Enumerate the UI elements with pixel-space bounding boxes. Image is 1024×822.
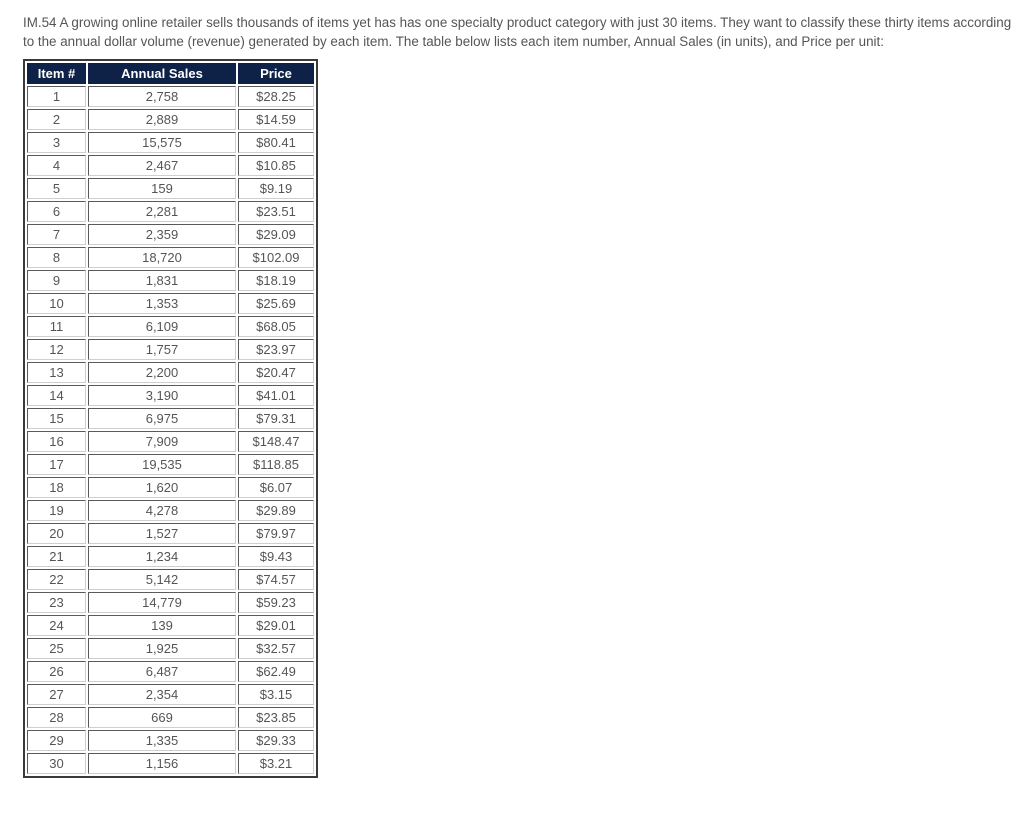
table-row (27, 86, 314, 107)
table-row (27, 408, 314, 429)
sales-price-table (23, 59, 318, 778)
cell-item-number: 9 (27, 270, 86, 291)
table-row (27, 523, 314, 544)
cell-annual-sales: 14,779 (88, 592, 236, 613)
cell-item-number: 8 (27, 247, 86, 268)
cell-annual-sales: 6,487 (88, 661, 236, 682)
cell-item-number: 28 (27, 707, 86, 728)
cell-price: $32.57 (238, 638, 314, 659)
cell-item-number: 14 (27, 385, 86, 406)
cell-item-number: 26 (27, 661, 86, 682)
cell-item-number: 22 (27, 569, 86, 590)
cell-annual-sales: 2,354 (88, 684, 236, 705)
table-row (27, 385, 314, 406)
cell-item-number: 23 (27, 592, 86, 613)
cell-annual-sales: 1,335 (88, 730, 236, 751)
cell-annual-sales: 5,142 (88, 569, 236, 590)
table-row (27, 431, 314, 452)
table-row (27, 569, 314, 590)
cell-item-number: 6 (27, 201, 86, 222)
cell-annual-sales: 2,200 (88, 362, 236, 383)
table-row (27, 730, 314, 751)
cell-annual-sales: 1,353 (88, 293, 236, 314)
cell-price: $23.97 (238, 339, 314, 360)
cell-annual-sales: 1,234 (88, 546, 236, 567)
table-row (27, 224, 314, 245)
cell-price: $14.59 (238, 109, 314, 130)
cell-annual-sales: 1,527 (88, 523, 236, 544)
table-row (27, 201, 314, 222)
cell-annual-sales: 1,156 (88, 753, 236, 774)
table-row (27, 684, 314, 705)
cell-item-number: 7 (27, 224, 86, 245)
table-row (27, 615, 314, 636)
cell-price: $62.49 (238, 661, 314, 682)
table-header-row (27, 63, 314, 84)
cell-annual-sales: 669 (88, 707, 236, 728)
cell-item-number: 2 (27, 109, 86, 130)
cell-price: $3.21 (238, 753, 314, 774)
cell-annual-sales: 6,975 (88, 408, 236, 429)
cell-price: $10.85 (238, 155, 314, 176)
cell-annual-sales: 2,889 (88, 109, 236, 130)
cell-item-number: 3 (27, 132, 86, 153)
table-row (27, 592, 314, 613)
table-row (27, 454, 314, 475)
table-row (27, 155, 314, 176)
table-row (27, 247, 314, 268)
cell-item-number: 13 (27, 362, 86, 383)
cell-price: $68.05 (238, 316, 314, 337)
cell-annual-sales: 2,758 (88, 86, 236, 107)
cell-item-number: 17 (27, 454, 86, 475)
cell-item-number: 4 (27, 155, 86, 176)
cell-annual-sales: 1,925 (88, 638, 236, 659)
cell-price: $29.01 (238, 615, 314, 636)
cell-price: $59.23 (238, 592, 314, 613)
cell-annual-sales: 18,720 (88, 247, 236, 268)
cell-annual-sales: 139 (88, 615, 236, 636)
table-row (27, 753, 314, 774)
cell-annual-sales: 6,109 (88, 316, 236, 337)
cell-price: $6.07 (238, 477, 314, 498)
table-row (27, 178, 314, 199)
cell-price: $9.19 (238, 178, 314, 199)
cell-price: $102.09 (238, 247, 314, 268)
table-row (27, 270, 314, 291)
cell-annual-sales: 3,190 (88, 385, 236, 406)
cell-item-number: 30 (27, 753, 86, 774)
header-annual-sales: Annual Sales (88, 63, 236, 84)
cell-item-number: 29 (27, 730, 86, 751)
data-table-container (23, 59, 318, 778)
cell-item-number: 10 (27, 293, 86, 314)
cell-price: $23.51 (238, 201, 314, 222)
table-row (27, 661, 314, 682)
cell-annual-sales: 1,757 (88, 339, 236, 360)
cell-annual-sales: 19,535 (88, 454, 236, 475)
cell-price: $79.31 (238, 408, 314, 429)
cell-item-number: 20 (27, 523, 86, 544)
cell-item-number: 19 (27, 500, 86, 521)
table-row (27, 339, 314, 360)
cell-item-number: 5 (27, 178, 86, 199)
table-row (27, 109, 314, 130)
cell-item-number: 25 (27, 638, 86, 659)
table-row (27, 546, 314, 567)
cell-price: $29.89 (238, 500, 314, 521)
cell-annual-sales: 1,620 (88, 477, 236, 498)
table-row (27, 707, 314, 728)
cell-price: $9.43 (238, 546, 314, 567)
cell-price: $118.85 (238, 454, 314, 475)
cell-annual-sales: 1,831 (88, 270, 236, 291)
cell-price: $29.09 (238, 224, 314, 245)
table-body (27, 86, 314, 774)
cell-price: $23.85 (238, 707, 314, 728)
cell-price: $41.01 (238, 385, 314, 406)
cell-price: $29.33 (238, 730, 314, 751)
cell-item-number: 24 (27, 615, 86, 636)
cell-price: $80.41 (238, 132, 314, 153)
header-item-number: Item # (27, 63, 86, 84)
cell-item-number: 21 (27, 546, 86, 567)
cell-price: $25.69 (238, 293, 314, 314)
cell-price: $74.57 (238, 569, 314, 590)
cell-price: $79.97 (238, 523, 314, 544)
table-row (27, 477, 314, 498)
cell-annual-sales: 2,359 (88, 224, 236, 245)
cell-item-number: 16 (27, 431, 86, 452)
table-row (27, 132, 314, 153)
cell-price: $148.47 (238, 431, 314, 452)
header-price: Price (238, 63, 314, 84)
cell-price: $18.19 (238, 270, 314, 291)
table-row (27, 293, 314, 314)
table-row (27, 638, 314, 659)
cell-price: $20.47 (238, 362, 314, 383)
cell-price: $3.15 (238, 684, 314, 705)
cell-annual-sales: 15,575 (88, 132, 236, 153)
cell-price: $28.25 (238, 86, 314, 107)
table-row (27, 362, 314, 383)
cell-annual-sales: 2,281 (88, 201, 236, 222)
cell-item-number: 15 (27, 408, 86, 429)
cell-annual-sales: 2,467 (88, 155, 236, 176)
question-text: IM.54 A growing online retailer sells thousands of items yet has has one specialty product category with just 30 items. They want to classify these thirty items according to the annual dollar volume (revenue) generated by each item. The table below lists each item number, Annual Sales (in units), and Price per unit: (23, 15, 1012, 49)
table-row (27, 500, 314, 521)
cell-annual-sales: 7,909 (88, 431, 236, 452)
cell-annual-sales: 159 (88, 178, 236, 199)
table-row (27, 316, 314, 337)
cell-item-number: 12 (27, 339, 86, 360)
cell-item-number: 27 (27, 684, 86, 705)
cell-item-number: 18 (27, 477, 86, 498)
cell-item-number: 11 (27, 316, 86, 337)
cell-annual-sales: 4,278 (88, 500, 236, 521)
cell-item-number: 1 (27, 86, 86, 107)
